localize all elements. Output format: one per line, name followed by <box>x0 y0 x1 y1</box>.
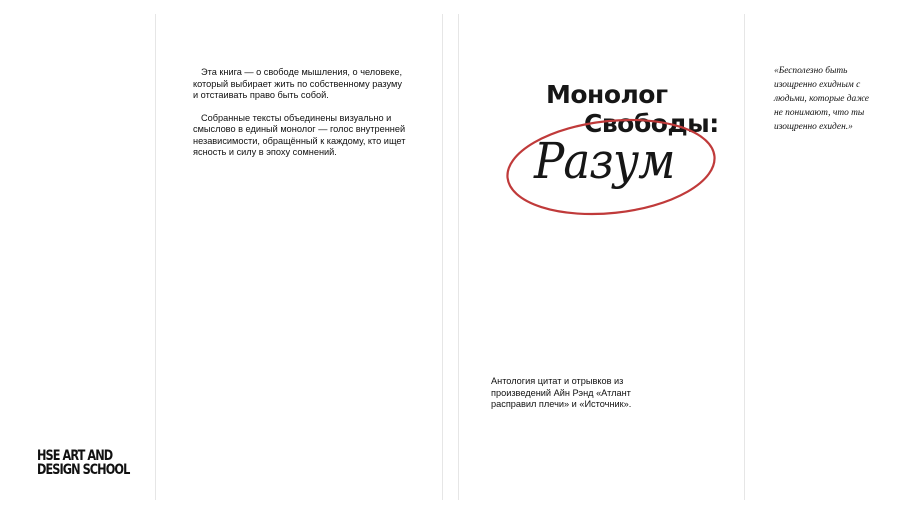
column-divider-3 <box>458 14 459 500</box>
intro-paragraph-2: Собранные тексты объединены визуально и смыслово в единый монолог — голос внутренней независимости, обращённый к каждому, кто ищет ясность и силу в эпоху сомнений. <box>193 112 406 157</box>
title-line-2: Свободы: <box>584 109 719 138</box>
title-highlight-word: Разум <box>534 132 675 190</box>
logo-line-1: HSE ART AND <box>37 448 113 464</box>
intro-text <box>193 67 408 170</box>
title-line-1: Монолог <box>546 80 668 109</box>
logo-line-2: DESIGN SCHOOL <box>37 462 130 478</box>
anthology-description: Антология цитат и отрывков из произведений Айн Рэнд «Атлант расправил плечи» и «Источник». <box>491 376 632 409</box>
column-divider-2 <box>442 14 443 500</box>
column-divider-1 <box>155 14 156 500</box>
column-divider-4 <box>744 14 745 500</box>
intro-paragraph-1: Эта книга — о свободе мышления, о человеке, который выбирает жить по собственному разуму и отстаивать право быть собой. <box>193 67 403 100</box>
school-logo <box>37 449 129 477</box>
epigraph-quote: «Бесполезно быть изощренно ехидным с людьми, которые даже не понимают, что ты изощренно ехиден.» <box>774 66 869 132</box>
